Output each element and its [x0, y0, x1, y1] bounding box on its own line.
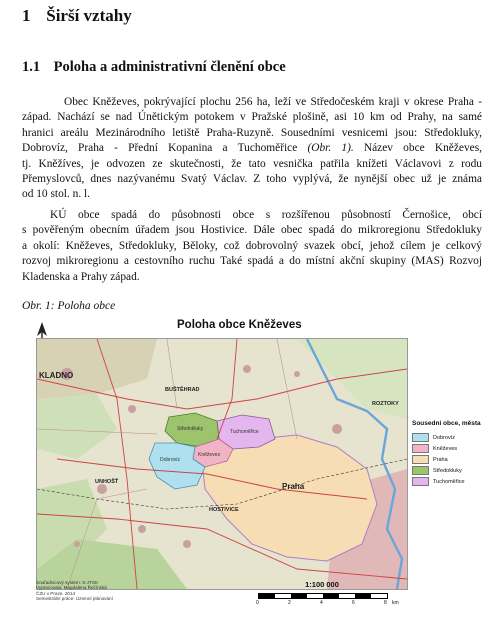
section-heading	[22, 6, 132, 26]
legend-item	[412, 465, 482, 476]
location-map-figure	[22, 316, 482, 612]
map-canvas	[36, 338, 408, 590]
map-label-unhost: UNHOŠŤ	[95, 479, 119, 485]
scale-bar	[252, 580, 399, 607]
map-graphic	[37, 339, 407, 589]
legend-title: Sousední obce, města	[412, 420, 481, 427]
credit-line: ČZU v Praze, 2014	[36, 590, 76, 596]
figure-caption: Obr. 1: Poloha obce	[22, 300, 116, 312]
legend-swatch	[412, 444, 429, 453]
credit-line: Semestrální práce: Územní plánování	[36, 596, 113, 602]
scale-tick: 4	[320, 600, 323, 606]
text-line: KÚ obce spadá do působnosti obce s rozšířenou působností Černošice, obcí	[50, 209, 482, 221]
text-line: hranici areálu Mezinárodního letiště Praha-Ruzyně. Sousedními vesnicemi jsou: Středokluky,	[22, 126, 482, 139]
text-fragment: Název obce Kněževes,	[353, 142, 482, 155]
text-line: západ. Nachází se nad Únětickým potokem v Pražské plošině, asi 10 km od Prahy, na samé	[22, 111, 482, 124]
legend-item	[412, 476, 482, 487]
legend-label: Dobrovíz	[433, 434, 456, 441]
scale-tick: 0	[256, 600, 259, 606]
scale-unit: km	[392, 600, 399, 606]
credit-line: Vypracovala: Magdalena Řečínská	[36, 585, 107, 591]
legend-label: Praha	[433, 456, 448, 463]
text-line: od 10 stol. n. l.	[22, 188, 91, 201]
figure-reference: (Obr. 1).	[307, 142, 354, 155]
section-number: 1	[22, 6, 31, 25]
scale-ticks	[252, 599, 399, 607]
map-label-hostivice: HOSTIVICE	[209, 507, 239, 513]
paragraph-administration	[22, 208, 482, 285]
text-line: Obec Kněževes, pokrývající plochu 256 ha, leží ve Středočeském kraji v okrese Praha -	[64, 96, 482, 108]
legend-label: Kněževes	[433, 445, 458, 452]
text-line: Přemyslovců, dnes nazývanému Svatý Václav. Z toho vyplývá, že nynější obec už je známa	[22, 173, 482, 186]
legend-label: Tuchoměřice	[433, 478, 465, 485]
text-line: s pověřeným obecním úřadem jsou Hostivice. Dále obec spadá do mikroregionu Středokluky	[22, 224, 482, 237]
scale-tick: 8	[384, 600, 387, 606]
map-label-bustehrad: BUŠTĚHRAD	[165, 387, 200, 393]
section-title: Širší vztahy	[46, 6, 132, 25]
subsection-number: 1.1	[22, 59, 41, 75]
map-label-praha: Praha	[282, 482, 305, 491]
paragraph-location	[22, 95, 482, 203]
legend-swatch	[412, 466, 429, 475]
map-label-kladno: KLADNO	[39, 371, 74, 380]
text-line: rozvoj mikroregionu a cestovního ruchu Také spadá a do místní akční skupiny (MAS) Rozvoj	[22, 255, 482, 268]
map-label-dobroviz: Dobrovíz	[160, 457, 181, 463]
legend-item	[412, 432, 482, 443]
subsection-heading	[22, 59, 286, 76]
text-line: tj. Kněžíves, je odvozen ze skutečnosti, že tato vesnička patřila knížeti Václavovi z rodu	[22, 157, 482, 170]
legend-item	[412, 443, 482, 454]
map-title: Poloha obce Kněževes	[177, 319, 302, 331]
map-label-knezeves: Kněževes	[198, 452, 220, 458]
scale-tick: 2	[288, 600, 291, 606]
text-line: Kladenska a Prahy západ.	[22, 270, 140, 283]
legend-swatch	[412, 455, 429, 464]
scale-ratio: 1:100 000	[305, 580, 339, 589]
legend-swatch	[412, 477, 429, 486]
map-label-roztoky: ROZTOKY	[372, 401, 399, 407]
map-label-stredokluky: Středokluky	[177, 426, 204, 432]
legend-swatch	[412, 433, 429, 442]
text-line: a okolí: Kněževes, Středokluky, Běloky, což dobrovolný svazek obcí, jehož cílem je celkový	[22, 239, 482, 252]
scale-tick: 6	[352, 600, 355, 606]
map-credits	[36, 580, 113, 602]
subsection-title: Poloha a administrativní členění obce	[53, 59, 286, 75]
text-fragment: Dobrovíz, Praha - Přední Kopanina a Tuchoměřice	[22, 142, 298, 155]
legend-label: Středokluky	[433, 467, 462, 474]
map-legend	[412, 420, 482, 487]
text-line	[22, 141, 482, 156]
legend-item	[412, 454, 482, 465]
credit-line: Souřadnicový systém: S-JTSK	[36, 580, 99, 585]
map-label-tuchomerice: Tuchoměřice	[230, 429, 259, 435]
